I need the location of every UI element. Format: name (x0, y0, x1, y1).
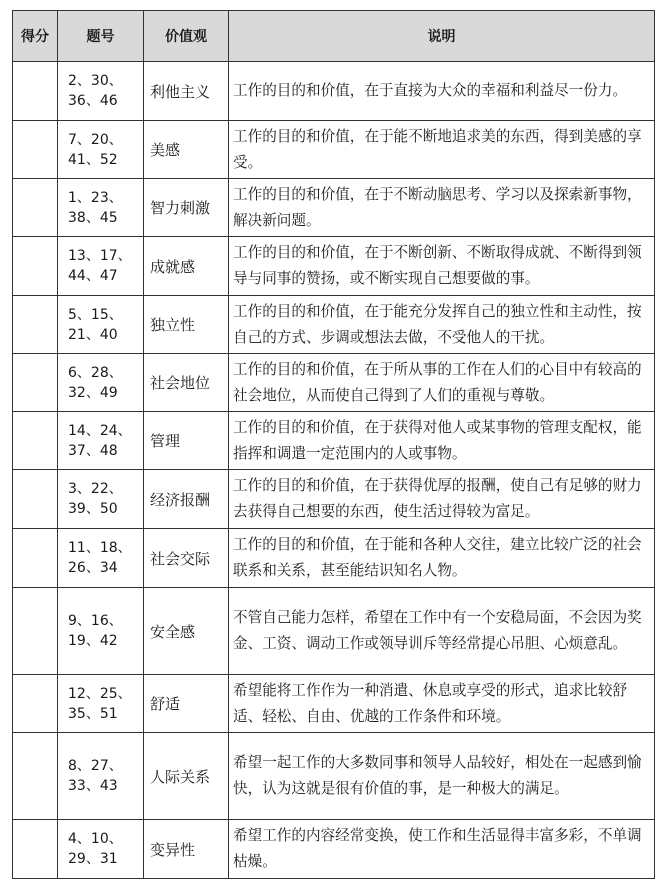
value-name-cell: 安全感 (144, 588, 229, 675)
table-row (13, 121, 655, 179)
score-cell (13, 820, 58, 879)
description-cell: 希望一起工作的大多数同事和领导人品较好，相处在一起感到愉快，认为这就是很有价值的事，是一种极大的满足。 (229, 733, 655, 820)
value-name-cell: 美感 (144, 121, 229, 179)
header-score: 得分 (13, 11, 58, 62)
item-numbers-cell: 11、18、 26、34 (58, 529, 144, 588)
score-cell (13, 412, 58, 470)
header-description: 说明 (229, 11, 655, 62)
item-numbers-cell: 12、25、 35、51 (58, 675, 144, 733)
score-cell (13, 296, 58, 354)
score-cell (13, 121, 58, 179)
score-cell (13, 675, 58, 733)
item-numbers-cell: 5、15、 21、40 (58, 296, 144, 354)
item-numbers-cell: 13、17、 44、47 (58, 237, 144, 296)
item-numbers-cell: 14、24、 37、48 (58, 412, 144, 470)
value-name-cell: 社会交际 (144, 529, 229, 588)
table-row (13, 733, 655, 820)
description-cell: 希望工作的内容经常变换，使工作和生活显得丰富多彩，不单调枯燥。 (229, 820, 655, 879)
score-cell (13, 62, 58, 121)
description-cell: 工作的目的和价值，在于获得优厚的报酬，使自己有足够的财力去获得自己想要的东西，使生活过得较为富足。 (229, 470, 655, 529)
table-row (13, 675, 655, 733)
value-name-cell: 舒适 (144, 675, 229, 733)
table-body (13, 62, 655, 879)
value-name-cell: 利他主义 (144, 62, 229, 121)
score-cell (13, 237, 58, 296)
score-cell (13, 733, 58, 820)
value-name-cell: 智力刺激 (144, 179, 229, 237)
table-row (13, 237, 655, 296)
score-cell (13, 354, 58, 412)
item-numbers-cell: 2、30、 36、46 (58, 62, 144, 121)
value-name-cell: 管理 (144, 412, 229, 470)
description-cell: 工作的目的和价值，在于不断动脑思考、学习以及探索新事物，解决新问题。 (229, 179, 655, 237)
item-numbers-cell: 9、16、 19、42 (58, 588, 144, 675)
table-row (13, 179, 655, 237)
table-row (13, 354, 655, 412)
description-cell: 工作的目的和价值，在于能和各种人交往，建立比较广泛的社会联系和关系，甚至能结识知名人物。 (229, 529, 655, 588)
header-value: 价值观 (144, 11, 229, 62)
value-name-cell: 社会地位 (144, 354, 229, 412)
item-numbers-cell: 3、22、 39、50 (58, 470, 144, 529)
description-cell: 希望能将工作作为一种消遣、休息或享受的形式，追求比较舒适、轻松、自由、优越的工作条件和环境。 (229, 675, 655, 733)
table-row (13, 470, 655, 529)
item-numbers-cell: 1、23、 38、45 (58, 179, 144, 237)
description-cell: 工作的目的和价值，在于不断创新、不断取得成就、不断得到领导与同事的赞扬，或不断实现自己想要做的事。 (229, 237, 655, 296)
item-numbers-cell: 7、20、 41、52 (58, 121, 144, 179)
table-row (13, 412, 655, 470)
table-row (13, 820, 655, 879)
description-cell: 工作的目的和价值，在于能不断地追求美的东西，得到美感的享受。 (229, 121, 655, 179)
value-name-cell: 独立性 (144, 296, 229, 354)
description-cell: 不管自己能力怎样，希望在工作中有一个安稳局面，不会因为奖金、工资、调动工作或领导训斥等经常提心吊胆、心烦意乱。 (229, 588, 655, 675)
score-cell (13, 529, 58, 588)
item-numbers-cell: 6、28、 32、49 (58, 354, 144, 412)
description-cell: 工作的目的和价值，在于直接为大众的幸福和利益尽一份力。 (229, 62, 655, 121)
item-numbers-cell: 4、10、 29、31 (58, 820, 144, 879)
values-table (12, 10, 655, 879)
score-cell (13, 179, 58, 237)
table-row (13, 588, 655, 675)
table-row (13, 62, 655, 121)
header-item-numbers: 题号 (58, 11, 144, 62)
score-cell (13, 470, 58, 529)
description-cell: 工作的目的和价值，在于获得对他人或某事物的管理支配权，能指挥和调遣一定范围内的人或事物。 (229, 412, 655, 470)
values-table-container (12, 10, 654, 879)
value-name-cell: 变异性 (144, 820, 229, 879)
score-cell (13, 588, 58, 675)
value-name-cell: 人际关系 (144, 733, 229, 820)
value-name-cell: 成就感 (144, 237, 229, 296)
value-name-cell: 经济报酬 (144, 470, 229, 529)
table-row (13, 296, 655, 354)
description-cell: 工作的目的和价值，在于所从事的工作在人们的心目中有较高的社会地位，从而使自己得到了人们的重视与尊敬。 (229, 354, 655, 412)
header-row (13, 11, 655, 62)
description-cell: 工作的目的和价值，在于能充分发挥自己的独立性和主动性，按自己的方式、步调或想法去做，不受他人的干扰。 (229, 296, 655, 354)
table-row (13, 529, 655, 588)
item-numbers-cell: 8、27、 33、43 (58, 733, 144, 820)
